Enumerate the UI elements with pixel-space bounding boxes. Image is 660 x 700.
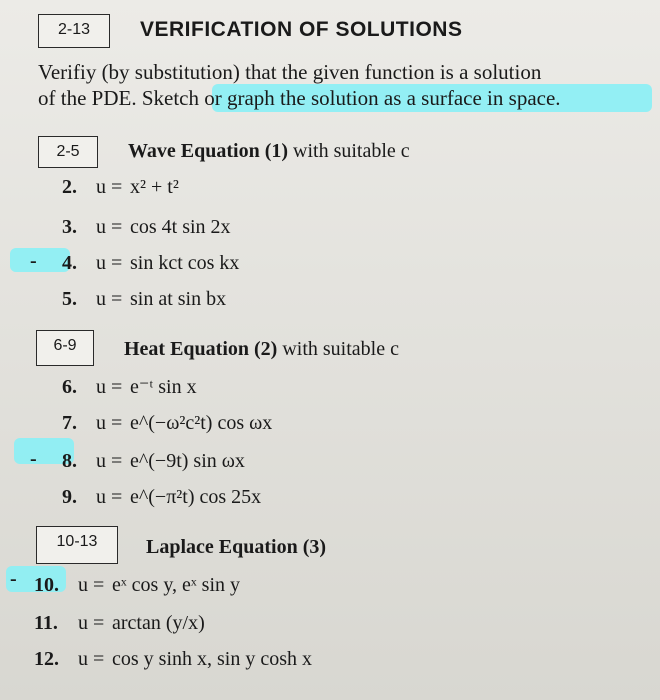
mark-problem-4: - [30, 250, 37, 272]
problem-8: 8. u = e^(−9t) sin ωx [62, 450, 245, 472]
section-title-heat: Heat Equation (2) with suitable c [124, 338, 399, 360]
problem-7: 7. u = e^(−ω²c²t) cos ωx [62, 412, 273, 434]
problem-12: 12. u = cos y sinh x, sin y cosh x [34, 648, 312, 670]
problem-5: 5. u = sin at sin bx [62, 288, 227, 310]
problem-9: 9. u = e^(−π²t) cos 25x [62, 486, 262, 508]
range-box-wave: 2-5 [38, 136, 98, 168]
section-heading: VERIFICATION OF SOLUTIONS [140, 18, 463, 41]
intro-line-2: of the PDE. Sketch or graph the solution as a surface in space. [38, 86, 561, 110]
problem-2: 2. u = x² + t² [62, 176, 179, 198]
section-title-laplace: Laplace Equation (3) [146, 536, 327, 558]
section-number-box [38, 14, 110, 48]
section-title-wave: Wave Equation (1) with suitable c [128, 140, 410, 162]
mark-problem-8: - [30, 448, 37, 470]
section-number: 2-13 [57, 21, 91, 38]
problem-10: 10. u = eˣ cos y, eˣ sin y [34, 574, 241, 596]
mark-problem-10: - [10, 568, 17, 590]
highlight-problem-4 [10, 248, 70, 272]
problem-11: 11. u = arctan (y/x) [34, 612, 205, 634]
problem-6: 6. u = e⁻ᵗ sin x [62, 376, 197, 398]
problem-3: 3. u = cos 4t sin 2x [62, 216, 231, 238]
intro-line-1: Verifiy (by substitution) that the given function is a solution [38, 60, 542, 84]
problem-4: 4. u = sin kct cos kx [62, 252, 240, 274]
range-box-laplace: 10-13 [36, 526, 118, 564]
range-box-heat: 6-9 [36, 330, 94, 366]
